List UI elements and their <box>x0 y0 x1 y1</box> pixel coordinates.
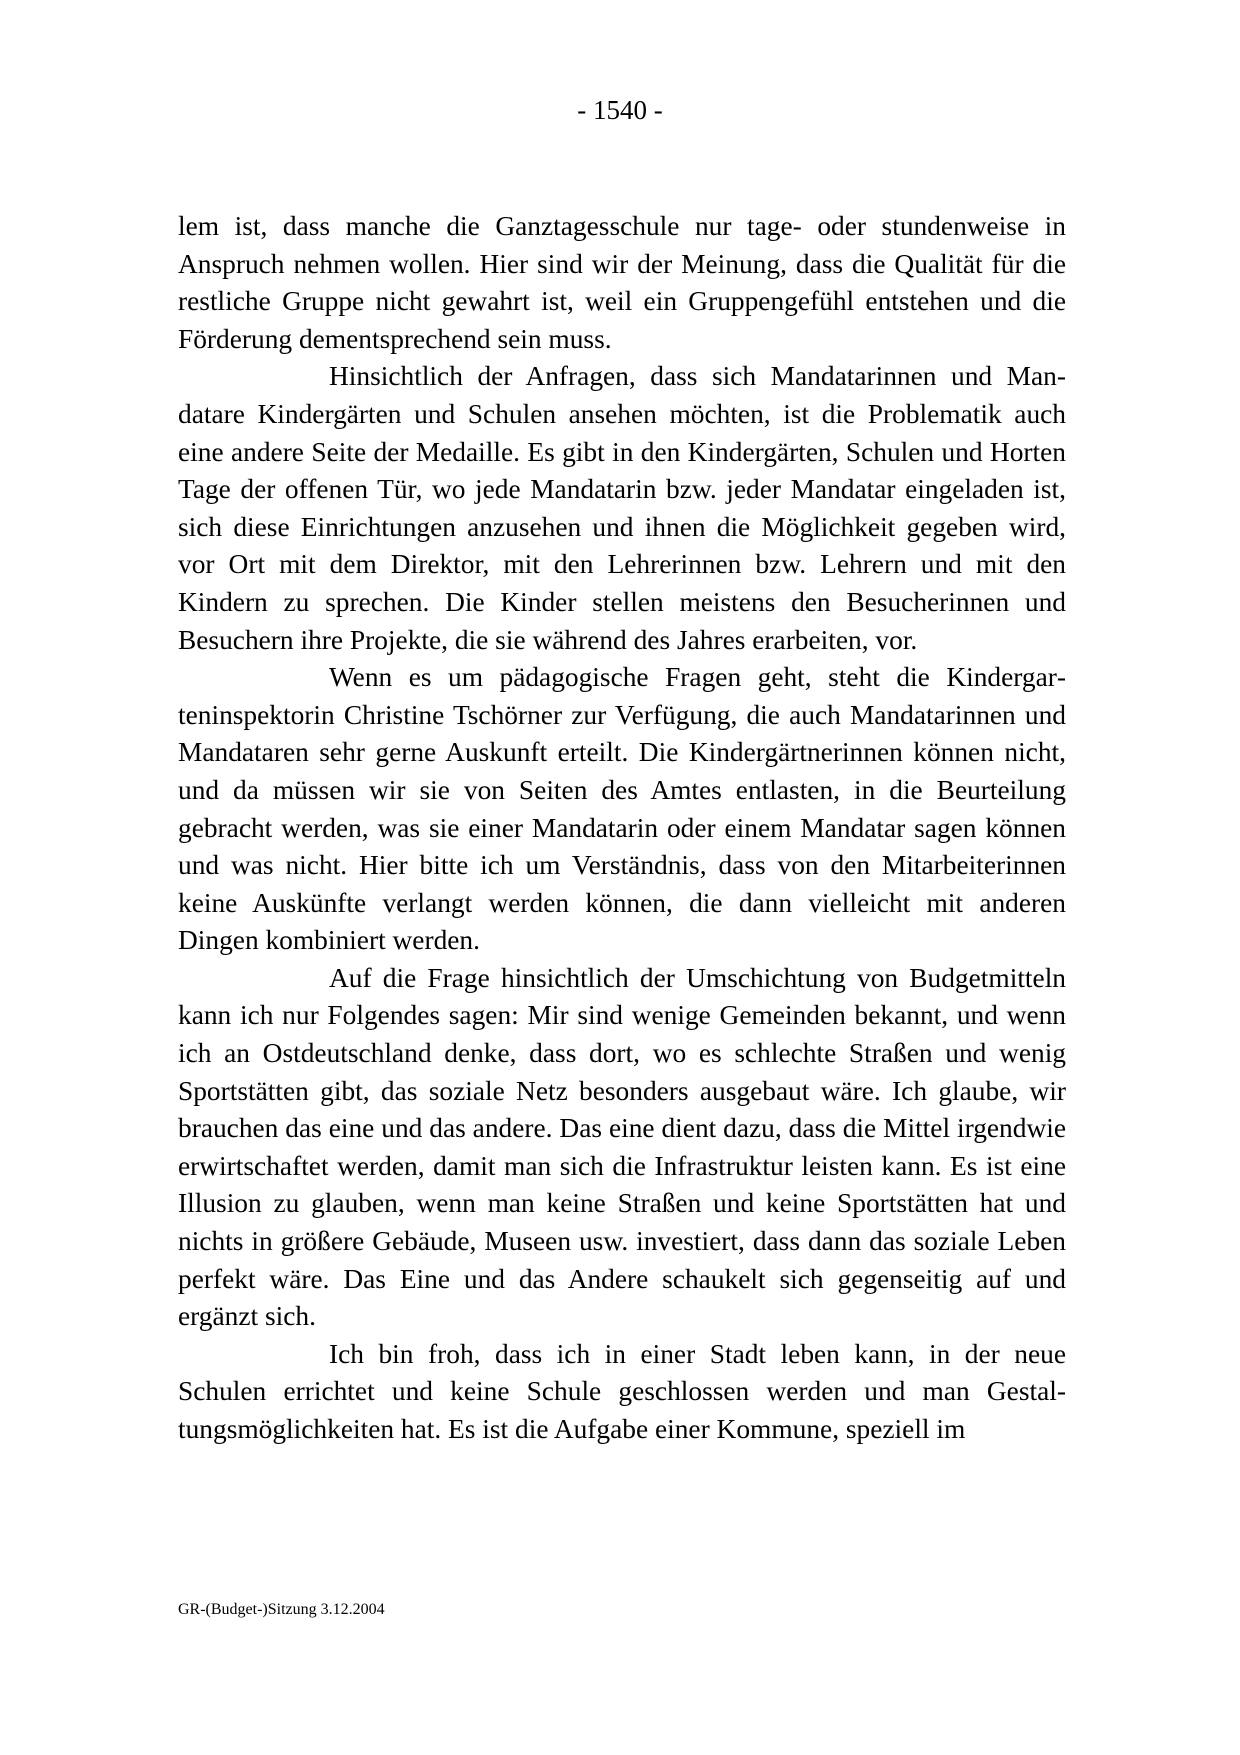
page-number: - 1540 - <box>577 95 663 125</box>
paragraph-3: Wenn es um pädagogische Fragen geht, steht die Kindergarteninspektorin Christine Tschörner zur Verfügung, die auch Mandatarinnen und Mandataren sehr gerne Auskunft erteilt. Die Kindergärtnerinnen können nicht, und da müssen wir sie von Seiten des Amtes entlasten, in die Beurteilung gebracht werden, was sie einer Mandatarin oder einem Mandatar sagen können und was nicht. Hier bitte ich um Verständnis, dass von den Mitarbeiterinnen keine Auskünfte verlangt werden können, die dann vielleicht mit anderen Dingen kombiniert werden. <box>178 662 1066 956</box>
paragraph-2: Hinsichtlich der Anfragen, dass sich Mandatarinnen und Mandatare Kindergärten und Schulen ansehen möchten, ist die Problematik auch eine andere Seite der Medaille. Es gibt in den Kindergärten, Schulen und Horten Tage der offenen Tür, wo jede Mandatarin bzw. jeder Mandatar eingeladen ist, sich diese Einrichtungen anzusehen und ihnen die Möglichkeit gegeben wird, vor Ort mit dem Direktor, mit den Lehrerinnen bzw. Lehrern und mit den Kindern zu sprechen. Die Kinder stellen meistens den Besucherinnen und Besuchern ihre Projekte, die sie während des Jahres erarbeiten, vor. <box>178 361 1066 655</box>
body-text <box>178 208 1066 1449</box>
paragraph-4: Auf die Frage hinsichtlich der Umschichtung von Budgetmitteln kann ich nur Folgendes sagen: Mir sind wenige Gemeinden bekannt, und wenn ich an Ostdeutschland denke, dass dort, wo es schlechte Straßen und wenig Sportstätten gibt, das soziale Netz besonders ausgebaut wäre. Ich glaube, wir brauchen das eine und das andere. Das eine dient dazu, dass die Mittel irgendwie erwirtschaftet werden, damit man sich die Infrastruktur leisten kann. Es ist eine Illusion zu glauben, wenn man keine Straßen und keine Sportstätten hat und nichts in größere Gebäude, Museen usw. investiert, dass dann das soziale Leben perfekt wäre. Das Eine und das Andere schaukelt sich gegenseitig auf und ergänzt sich. <box>178 962 1066 1332</box>
paragraph-1: lem ist, dass manche die Ganztagesschule nur tage- oder stundenweise in Anspruch nehmen wollen. Hier sind wir der Meinung, dass die Qualität für die restliche Gruppe nicht gewahrt ist, weil ein Gruppengefühl entstehen und die Förderung dementsprechend sein muss. <box>178 211 1066 354</box>
paragraph-5: Ich bin froh, dass ich in einer Stadt leben kann, in der neue Schulen errichtet und keine Schule geschlossen werden und man Gestaltungsmöglichkeiten hat. Es ist die Aufgabe einer Kommune, speziell im <box>178 1338 1066 1444</box>
footer-session-label: GR-(Budget-)Sitzung 3.12.2004 <box>178 1601 385 1618</box>
